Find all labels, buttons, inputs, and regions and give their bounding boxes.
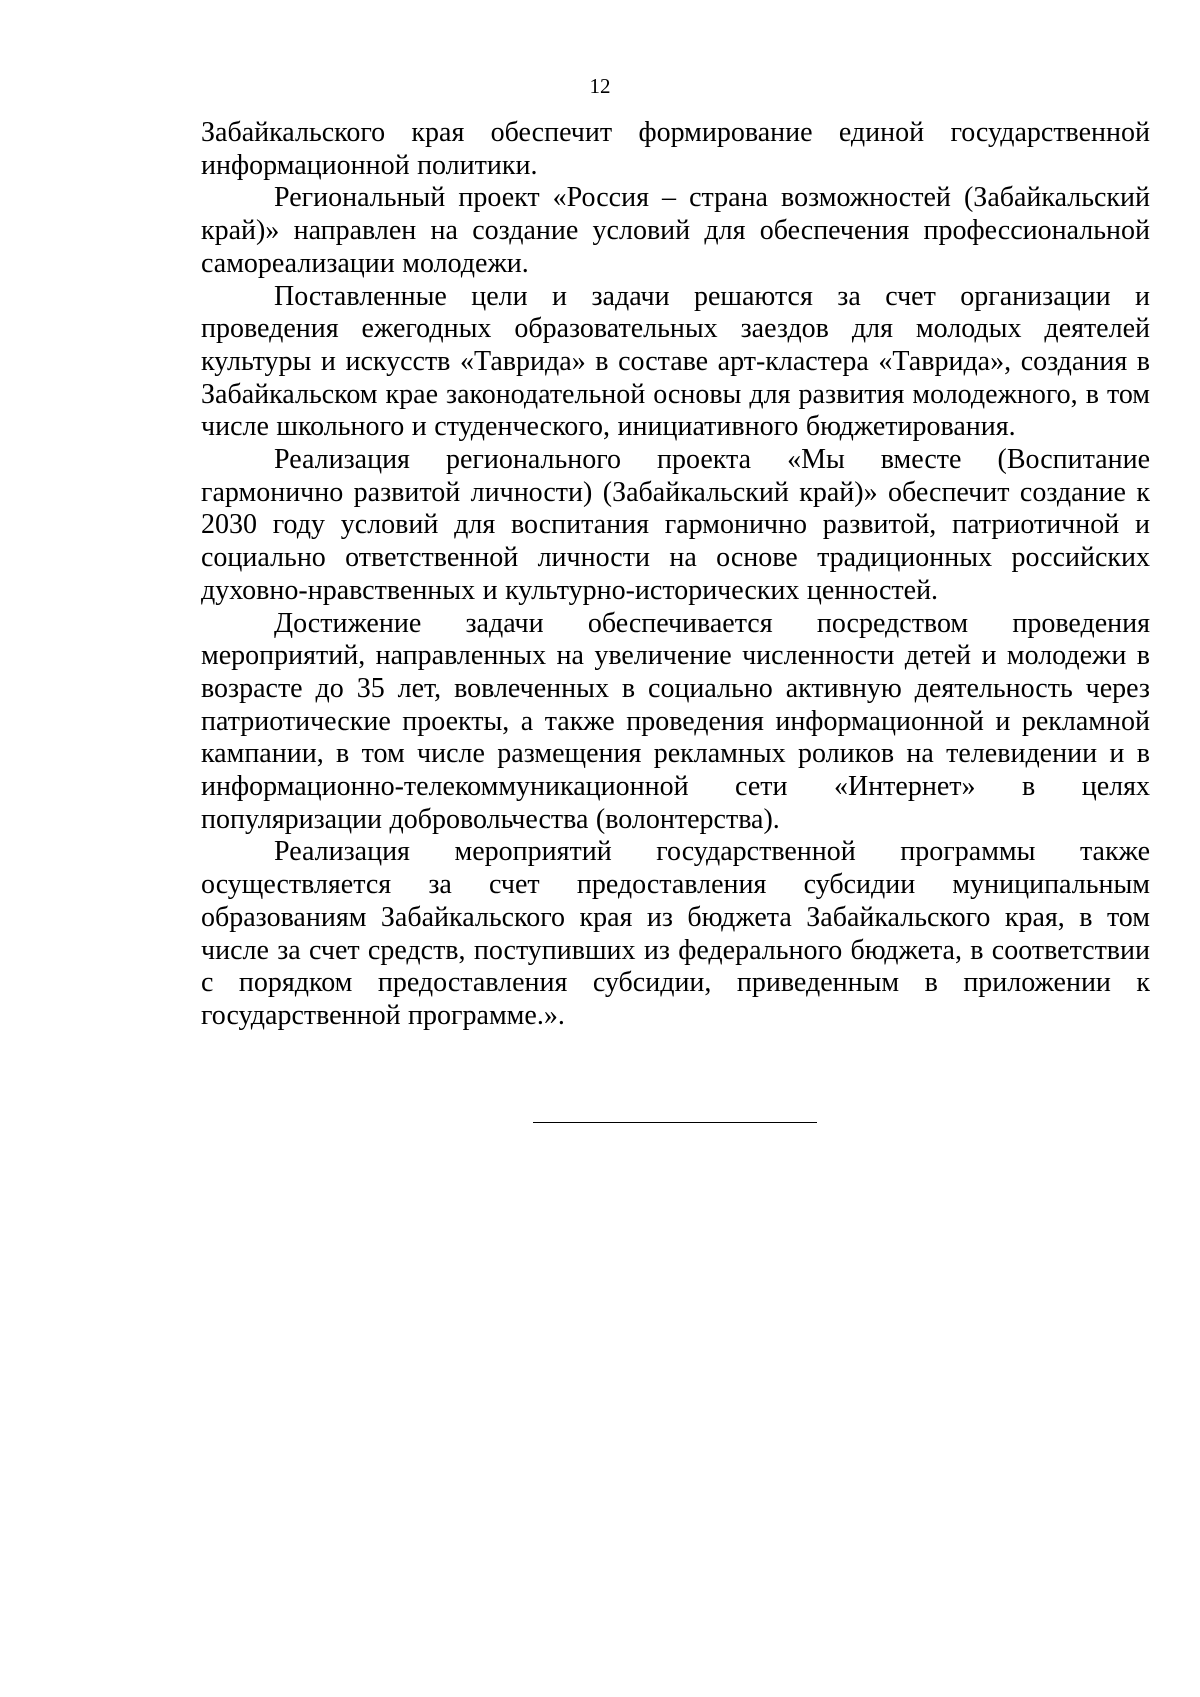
paragraph-continuation: Забайкальского края обеспечит формирование единой государственной информационной политики. xyxy=(201,117,1150,181)
paragraph: Поставленные цели и задачи решаются за счет организации и проведения ежегодных образовательных заездов для молодых деятелей культуры и искусств «Таврида» в составе арт-кластера «Таврида», создания в Забайкальском крае законодательной основы для развития молодежного, в том числе школьного и студенческого, инициативного бюджетирования. xyxy=(201,280,1150,443)
paragraph: Региональный проект «Россия – страна возможностей (Забайкальский край)» направлен на создание условий для обеспечения профессиональной самореализации молодежи. xyxy=(201,182,1150,279)
paragraph: Достижение задачи обеспечивается посредством проведения мероприятий, направленных на увеличение численности детей и молодежи в возрасте до 35 лет, вовлеченных в социально активную деятельность через патриотические проекты, а также проведения информационной и рекламной кампании, в том числе размещения рекламных роликов на телевидении и в информационно-телекоммуникационной сети «Интернет» в целях популяризации добровольчества (волонтерства). xyxy=(201,607,1150,835)
end-of-document-divider xyxy=(533,1122,817,1123)
paragraph: Реализация мероприятий государственной программы также осуществляется за счет предоставления субсидии муниципальным образованиям Забайкальского края из бюджета Забайкальского края, в том числе за счет средств, поступивших из федерального бюджета, в соответствии с порядком предоставления субсидии, приведенным в приложении к государственной программе.». xyxy=(201,836,1150,1031)
paragraph: Реализация регионального проекта «Мы вместе (Воспитание гармонично развитой личности) (Забайкальский край)» обеспечит создание к 2030 году условий для воспитания гармонично развитой, патриотичной и социально ответственной личности на основе традиционных российских духовно-нравственных и культурно-исторических ценностей. xyxy=(201,444,1150,606)
page-number: 12 xyxy=(589,74,611,98)
document-body xyxy=(201,117,1150,1033)
